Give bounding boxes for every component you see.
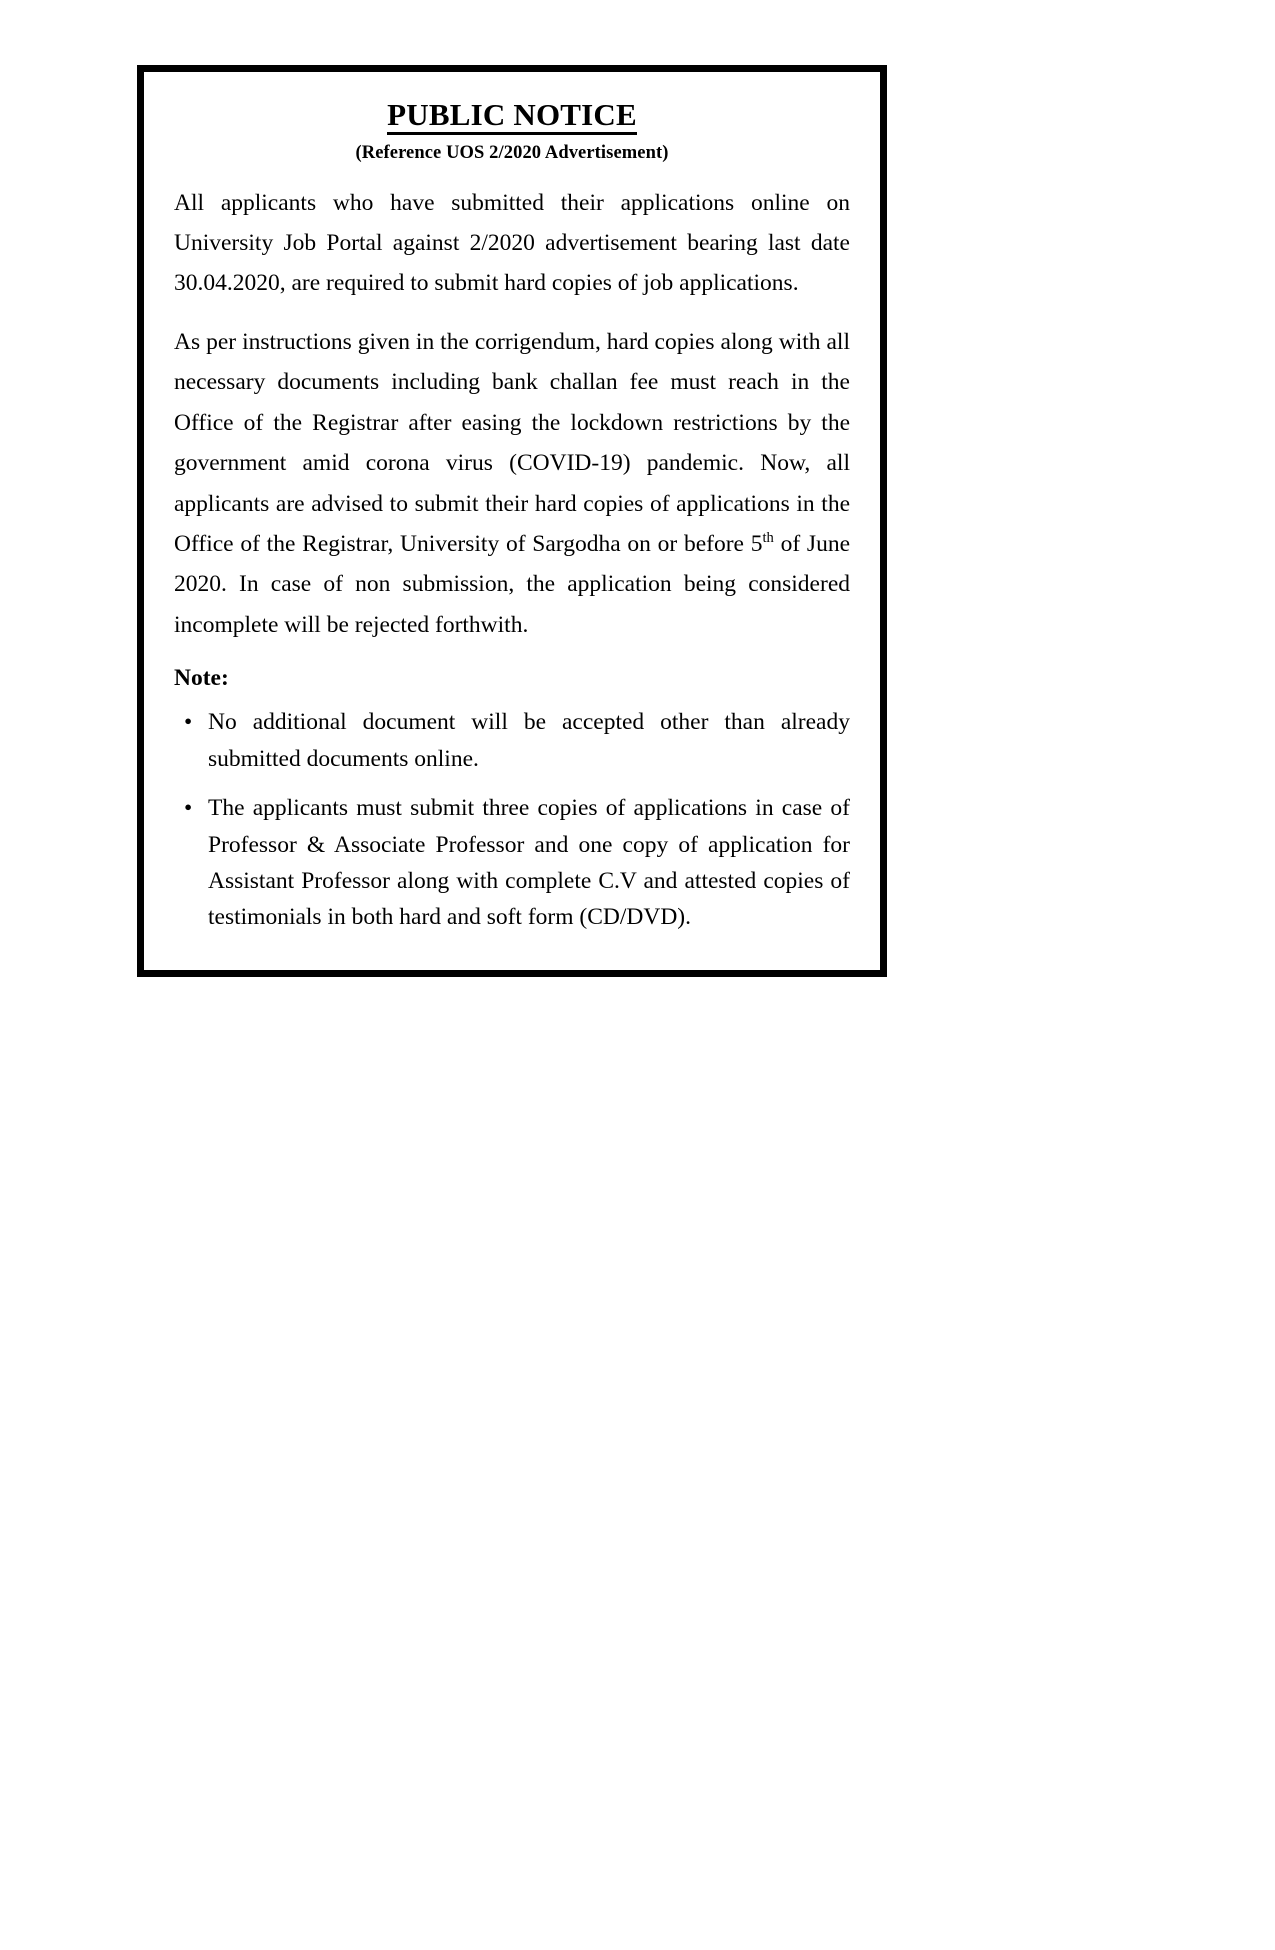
list-item <box>174 704 850 777</box>
paragraph-two-part-one: As per instructions given in the corrigendum, hard copies along with all necessary documents including bank challan fee must reach in the Office of the Registrar after easing the lockdown restrictions by the government amid corona virus (COVID-19) pandemic. Now, all applicants are advised to submit their hard copies of applications in the Office of the Registrar, University of Sargodha on or before 5 <box>174 328 850 557</box>
paragraph-one: All applicants who have submitted their applications online on University Job Portal against 2/2020 advertisement bearing last date 30.04.2020, are required to submit hard copies of job applications. <box>174 189 850 297</box>
bullet-icon: • <box>184 795 193 822</box>
ordinal-suffix: th <box>762 530 774 547</box>
notice-subtitle: (Reference UOS 2/2020 Advertisement) <box>355 143 669 164</box>
note-heading: Note: <box>174 665 229 692</box>
notice-border-inner <box>142 70 882 972</box>
list-item-text: No additional document will be accepted other than already submitted documents online. <box>208 709 850 772</box>
notice-header <box>174 98 850 165</box>
list-item-text: The applicants must submit three copies of applications in case of Professor & Associate Professor and one copy of application for Assistant Professor along with complete C.V and attested copies of testimonials in both hard and soft form (CD/DVD). <box>208 795 850 931</box>
notice-border-outer <box>137 65 887 977</box>
bullet-icon: • <box>184 709 193 736</box>
list-item <box>174 790 850 936</box>
paragraph-two <box>174 322 850 645</box>
page-title: PUBLIC NOTICE <box>387 98 637 135</box>
note-list <box>174 704 850 936</box>
paragraph-two-part-two: of June 2020. In case of non submission, the application being considered incomplete will be rejected forthwith. <box>174 530 850 638</box>
